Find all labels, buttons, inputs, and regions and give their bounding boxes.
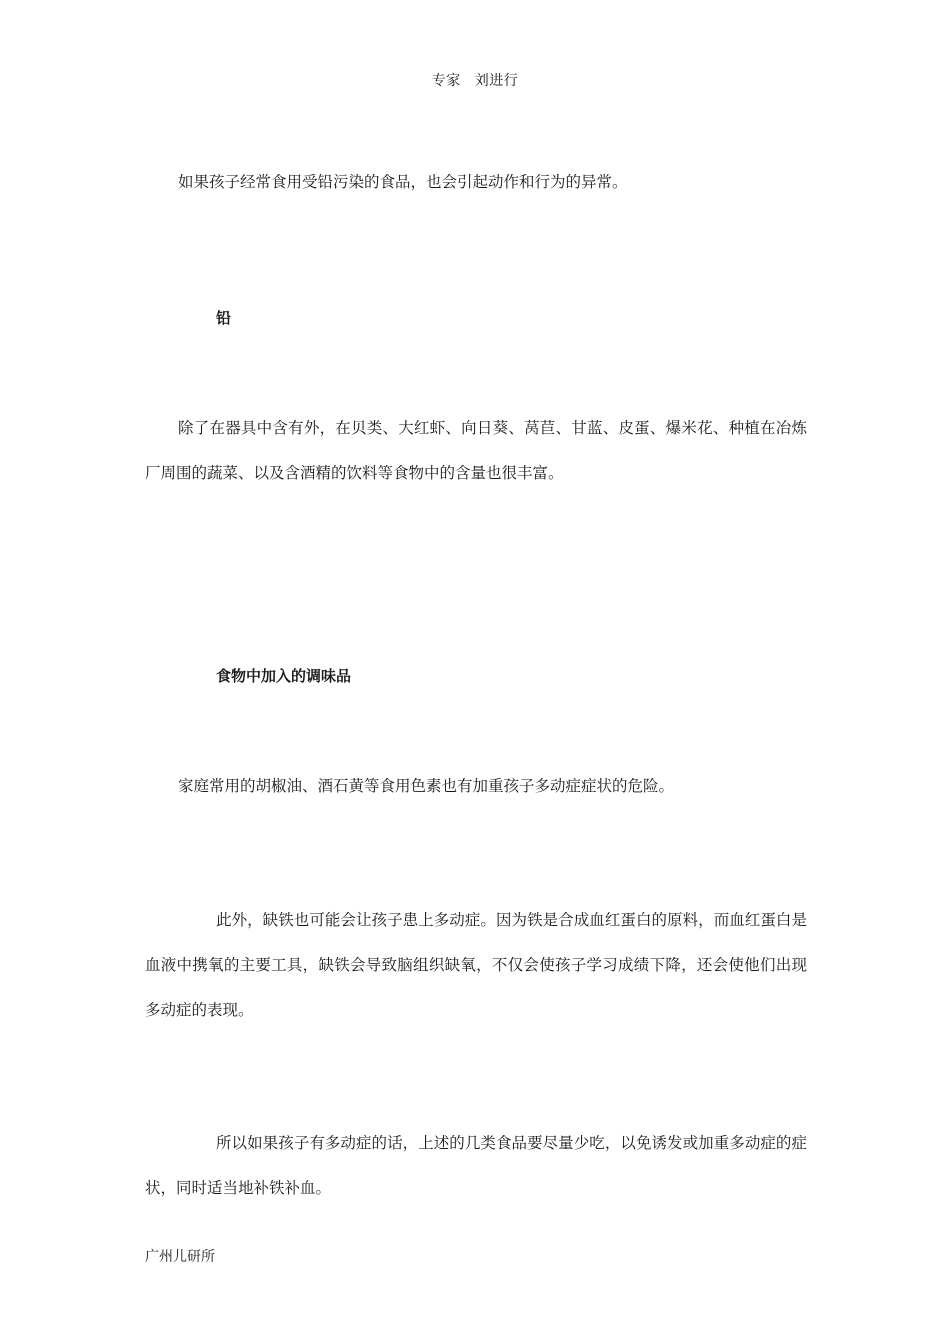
paragraph-lead-food: 如果孩子经常食用受铅污染的食品，也会引起动作和行为的异常。 (178, 173, 628, 191)
page-footer-org: 广州儿研所 (145, 1249, 215, 1265)
paragraph-lead-sources: 除了在器具中含有外，在贝类、大红虾、向日葵、莴苣、甘蓝、皮蛋、爆米花、种植在冶炼厂周围的蔬菜、以及含酒精的饮料等食物中的含量也很丰富。 (145, 419, 807, 482)
paragraph-food-coloring: 家庭常用的胡椒油、酒石黄等食用色素也有加重孩子多动症症状的危险。 (178, 777, 675, 795)
header-name: 刘进行 (474, 73, 519, 89)
header-role: 专家 (431, 73, 461, 89)
heading-lead: 铅 (216, 309, 232, 327)
page-header (0, 70, 950, 90)
paragraph-advice: 所以如果孩子有多动症的话，上述的几类食品要尽量少吃，以免诱发或加重多动症的症状，同时适当地补铁补血。 (145, 1134, 807, 1197)
paragraph-iron-deficiency: 此外，缺铁也可能会让孩子患上多动症。因为铁是合成血红蛋白的原料，而血红蛋白是血液中携氧的主要工具，缺铁会导致脑组织缺氧，不仅会使孩子学习成绩下降，还会使他们出现多动症的表现。 (145, 911, 807, 1019)
heading-seasoning: 食物中加入的调味品 (216, 667, 352, 685)
